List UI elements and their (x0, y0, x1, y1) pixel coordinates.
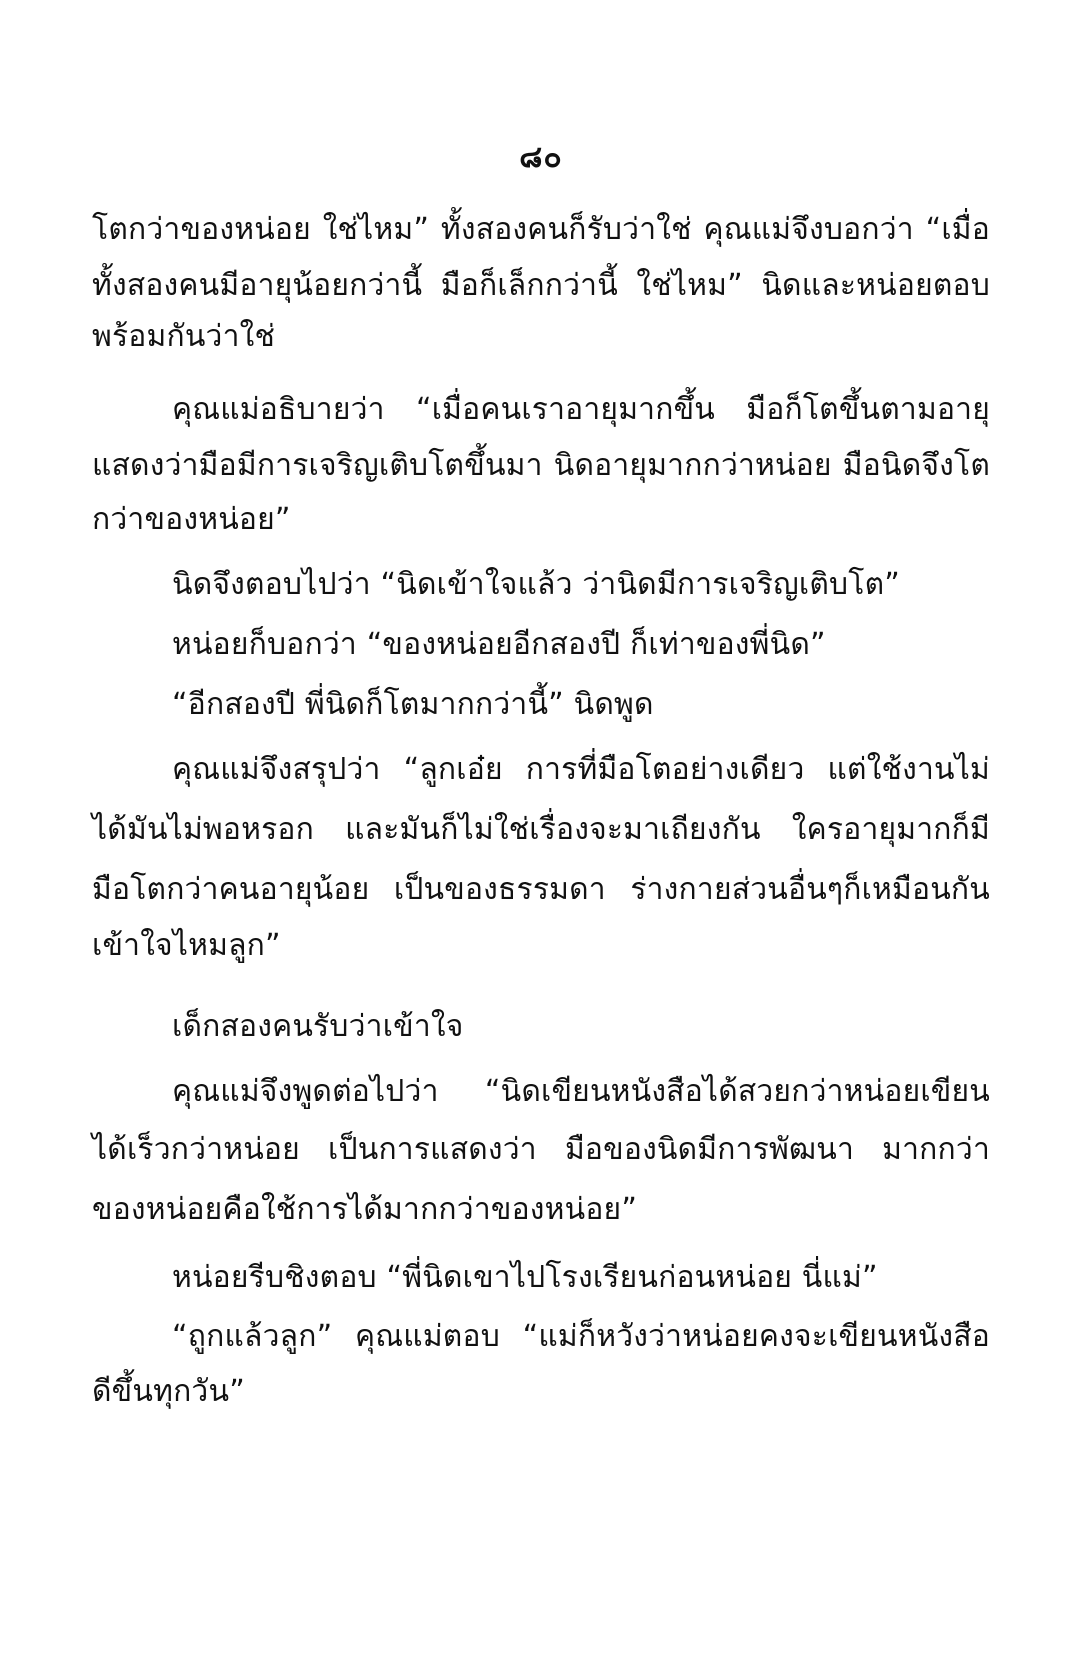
text-line: แสดงว่ามือมีการเจริญเติบโตขึ้นมา นิดอายุมากกว่าหน่อย มือนิดจึงโต (92, 448, 990, 483)
text-line: หน่อยรีบชิงตอบ “พี่นิดเขาไปโรงเรียนก่อนหน่อย นี่แม่” (172, 1260, 878, 1295)
text-line: ทั้งสองคนมีอายุน้อยกว่านี้ มือก็เล็กกว่านี้ ใช่ไหม” นิดและหน่อยตอบ (92, 268, 990, 303)
text-line: โตกว่าของหน่อย ใช่ไหม” ทั้งสองคนก็รับว่าใช่ คุณแม่จึงบอกว่า “เมื่อ (92, 212, 990, 247)
page-number: ๘๐ (519, 140, 563, 175)
text-line: มือโตกว่าคนอายุน้อย เป็นของธรรมดา ร่างกายส่วนอื่นๆก็เหมือนกัน (92, 872, 990, 907)
text-line: ได้มันไม่พอหรอก และมันก็ไม่ใช่เรื่องจะมาเถียงกัน ใครอายุมากก็มี (92, 812, 990, 847)
text-line: เด็กสองคนรับว่าเข้าใจ (172, 1009, 464, 1044)
text-line: คุณแม่อธิบายว่า “เมื่อคนเราอายุมากขึ้น มือก็โตขึ้นตามอายุ (172, 392, 990, 427)
text-line: กว่าของหน่อย” (92, 502, 291, 537)
text-line: เข้าใจไหมลูก” (92, 928, 281, 963)
text-line: คุณแม่จึงสรุปว่า “ลูกเอ๋ย การที่มือโตอย่างเดียว แต่ใช้งานไม่ (172, 752, 990, 787)
text-line: ได้เร็วกว่าหน่อย เป็นการแสดงว่า มือของนิดมีการพัฒนา มากกว่า (92, 1132, 990, 1167)
text-line: “อีกสองปี พี่นิดก็โตมากกว่านี้” นิดพูด (172, 687, 654, 722)
text-line: หน่อยก็บอกว่า “ของหน่อยอีกสองปี ก็เท่าของพี่นิด” (172, 627, 826, 662)
text-line: “ถูกแล้วลูก” คุณแม่ตอบ “แม่ก็หวังว่าหน่อยคงจะเขียนหนังสือ (172, 1319, 990, 1354)
text-line: พร้อมกันว่าใช่ (92, 319, 276, 354)
text-line: คุณแม่จึงพูดต่อไปว่า “นิดเขียนหนังสือได้สวยกว่าหน่อยเขียน (172, 1074, 990, 1109)
text-line: นิดจึงตอบไปว่า “นิดเข้าใจแล้ว ว่านิดมีการเจริญเติบโต” (172, 567, 900, 602)
text-line: ดีขึ้นทุกวัน” (92, 1374, 245, 1409)
text-line: ของหน่อยคือใช้การได้มากกว่าของหน่อย” (92, 1192, 638, 1227)
